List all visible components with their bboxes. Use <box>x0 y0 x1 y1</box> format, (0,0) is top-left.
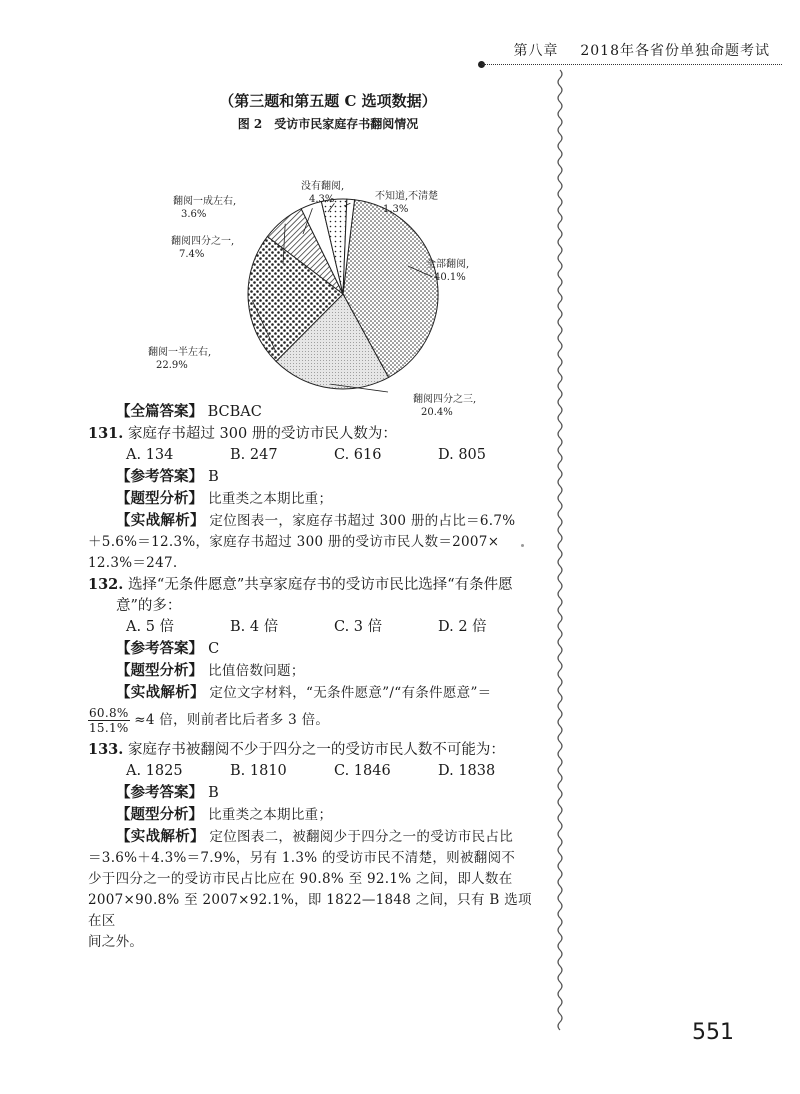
full-answer-value: BCBAC <box>207 404 262 420</box>
question-text: 家庭存书被翻阅不少于四分之一的受访市民人数不可能为： <box>127 742 505 758</box>
chapter-title: 2018年各省份单独命题考试 <box>580 43 770 59</box>
running-header <box>470 40 770 60</box>
reference-answer-label: 【参考答案】 <box>116 640 203 657</box>
analysis-line: 定位图表二，被翻阅少于四分之一的受访市民占比 <box>209 829 514 845</box>
question-133 <box>88 739 543 761</box>
slice-label: 翻阅一成左右, <box>173 196 237 207</box>
slice-label: 翻阅一半左右, <box>148 347 212 358</box>
option-a: A. 5 倍 <box>126 619 175 635</box>
analysis-line: 间之外。 <box>88 934 144 950</box>
question-type <box>116 488 543 510</box>
reference-answer-label: 【参考答案】 <box>116 468 203 485</box>
analysis-line: ＋5.6%＝12.3%，家庭存书超过 300 册的受访市民人数＝2007× <box>88 534 500 550</box>
page-number: 551 <box>692 1020 734 1045</box>
question-type-value: 比重类之本期比重； <box>208 491 333 507</box>
page-content <box>88 90 543 953</box>
question-type-label: 【题型分析】 <box>116 806 203 823</box>
option-b: B. 247 <box>230 447 278 463</box>
full-answer-label: 【全篇答案】 <box>116 403 203 420</box>
slice-value: 7.4% <box>179 249 205 260</box>
chapter-label: 第八章 <box>513 43 559 59</box>
reference-answer-value: B <box>208 469 219 485</box>
analysis-line: ≈4 倍，则前者比后者多 3 倍。 <box>134 712 330 728</box>
analysis-line: 12.3%＝247. <box>88 555 178 571</box>
reference-answer-label: 【参考答案】 <box>116 784 203 801</box>
slice-value: 3.6% <box>181 209 207 220</box>
full-answer <box>116 401 543 423</box>
slice-label: 没有翻阅, <box>301 181 345 192</box>
question-133-options <box>126 761 543 782</box>
analysis-line: ＝3.6%＋4.3%＝7.9%，另有 1.3% 的受访市民不清楚，则被翻阅不 <box>88 850 516 866</box>
slice-value: 40.1% <box>434 272 466 283</box>
question-131-options <box>126 445 543 466</box>
question-number: 132. <box>88 576 124 593</box>
print-speck <box>521 544 524 547</box>
analysis-fraction-line <box>88 706 543 735</box>
reference-answer-value: C <box>208 641 220 657</box>
option-c: C. 3 倍 <box>334 619 383 635</box>
analysis-label: 【实战解析】 <box>116 828 205 845</box>
analysis-133 <box>116 826 543 848</box>
question-number: 131. <box>88 425 124 442</box>
figure-subtitle: 图 2 受访市民家庭存书翻阅情况 <box>237 117 419 131</box>
question-type <box>116 660 543 682</box>
option-d: D. 1838 <box>438 763 496 779</box>
slice-value: 4.3% <box>309 194 335 205</box>
analysis-line: 定位文字材料，“无条件愿意”/“有条件愿意”＝ <box>209 685 492 701</box>
fraction <box>88 706 130 735</box>
reference-answer <box>116 782 543 804</box>
question-132 <box>88 574 543 596</box>
analysis-line: 定位图表一，家庭存书超过 300 册的占比＝6.7% <box>209 513 516 529</box>
question-132-options <box>126 617 543 638</box>
option-b: B. 1810 <box>230 763 287 779</box>
slice-value: 20.4% <box>421 407 453 418</box>
slice-label: 翻阅四分之一, <box>171 236 235 247</box>
analysis-line: 少于四分之一的受访市民占比应在 90.8% 至 92.1% 之间，即人数在 <box>88 871 513 887</box>
question-number: 133. <box>88 741 124 758</box>
slice-label: 全部翻阅, <box>426 259 470 270</box>
option-c: C. 616 <box>334 447 382 463</box>
analysis-132 <box>116 682 543 704</box>
option-d: D. 805 <box>438 447 487 463</box>
slice-value: 1.3% <box>383 204 409 215</box>
option-d: D. 2 倍 <box>438 619 487 635</box>
reference-answer-value: B <box>208 785 219 801</box>
fraction-denominator: 15.1% <box>89 721 129 735</box>
slice-value: 22.9% <box>156 360 188 371</box>
header-rule <box>482 64 782 65</box>
analysis-label: 【实战解析】 <box>116 512 205 529</box>
question-text: 家庭存书超过 300 册的受访市民人数为： <box>127 426 397 442</box>
question-text-cont: 意”的多： <box>116 598 182 614</box>
figure-title: （第三题和第五题 C 选项数据） <box>219 92 437 110</box>
analysis-131 <box>116 510 543 532</box>
question-type-value: 比值倍数问题； <box>208 663 305 679</box>
option-a: A. 134 <box>126 447 174 463</box>
slice-label: 不知道,不清楚 <box>375 191 439 202</box>
option-b: B. 4 倍 <box>230 619 279 635</box>
question-text: 选择“无条件愿意”共享家庭存书的受访市民比选择“有条件愿 <box>127 577 513 593</box>
option-a: A. 1825 <box>126 763 183 779</box>
analysis-line: 2007×90.8% 至 2007×92.1%，即 1822—1848 之间，只有 B 选项在区 <box>88 892 532 929</box>
option-c: C. 1846 <box>334 763 391 779</box>
slice-label: 翻阅四分之三, <box>413 394 477 405</box>
analysis-label: 【实战解析】 <box>116 684 205 701</box>
wavy-divider <box>548 70 572 1030</box>
fraction-numerator: 60.8% <box>89 706 129 720</box>
question-131 <box>88 423 543 445</box>
question-type-value: 比重类之本期比重； <box>208 807 333 823</box>
reference-answer <box>116 638 543 660</box>
question-type-label: 【题型分析】 <box>116 490 203 507</box>
question-type <box>116 804 543 826</box>
reference-answer <box>116 466 543 488</box>
question-type-label: 【题型分析】 <box>116 662 203 679</box>
